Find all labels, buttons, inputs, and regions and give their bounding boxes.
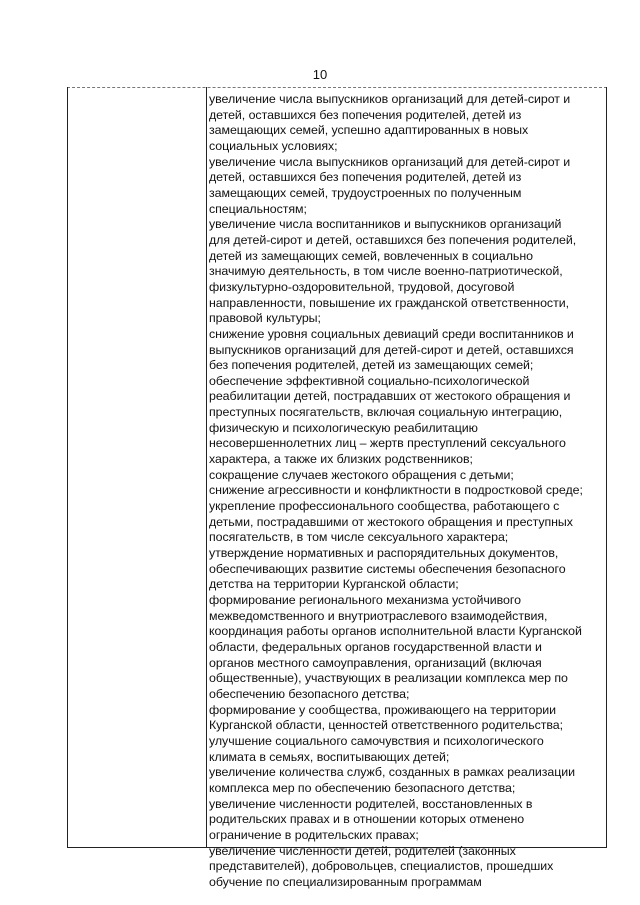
text-line: физкультурно-оздоровительной, трудовой, досуговой — [209, 279, 515, 294]
text-line: увеличение числа выпускников организаций для детей-сирот и — [209, 92, 571, 106]
text-line: представителей), добровольцев, специалистов, прошедших — [209, 859, 554, 874]
text-line: направленности, повышение их гражданской ответственности, — [209, 295, 569, 310]
text-line: физическую и психологическую реабилитацию — [209, 420, 478, 435]
text-line: значимую деятельность, в том числе военно-патриотической, — [209, 264, 563, 279]
text-line: утверждение нормативных и распорядительных документов, — [209, 546, 559, 561]
text-line: замещающих семей, трудоустроенных по полученным — [209, 185, 522, 200]
text-line: выпускников организаций для детей-сирот и детей, оставшихся — [209, 342, 574, 357]
text-line: увеличение численности детей, родителей (законных — [209, 843, 516, 858]
text-line: координация работы органов исполнительной власти Курганской — [209, 624, 582, 639]
text-line: формирование у сообщества, проживающего на территории — [209, 702, 557, 717]
text-line: увеличение количества служб, созданных в рамках реализации — [209, 765, 576, 780]
text-line: увеличение числа воспитанников и выпускников организаций — [209, 217, 562, 232]
text-line: социальных условиях; — [209, 138, 338, 153]
text-line: для детей-сирот и детей, оставшихся без попечения родителей, — [209, 232, 577, 247]
text-line: климата в семьях, воспитывающих детей; — [209, 749, 450, 764]
text-line: родительских правах и в отношении которых отменено — [209, 812, 525, 827]
text-line: детей, оставшихся без попечения родителей, детей из — [209, 107, 522, 122]
text-line: снижение уровня социальных девиаций среди воспитанников и — [209, 326, 574, 341]
text-line: органов местного самоуправления, организаций (включая — [209, 655, 542, 670]
content-table — [67, 87, 607, 889]
table-left-column — [68, 87, 207, 847]
text-line: правовой культуры; — [209, 311, 321, 326]
text-line: детей, оставшихся без попечения родителей, детей из — [209, 170, 522, 185]
text-line: области, федеральных органов государственной власти и — [209, 639, 542, 654]
text-line: ограничение в родительских правах; — [209, 827, 419, 842]
text-line: посягательств, в том числе сексуального характера; — [209, 530, 509, 545]
text-line: характера, а также их близких родственников; — [209, 452, 473, 467]
text-line: реабилитации детей, пострадавших от жестокого обращения и — [209, 389, 571, 404]
text-line: увеличение числа выпускников организаций для детей-сирот и — [209, 154, 571, 169]
text-line: обеспечивающих развитие системы обеспечения безопасного — [209, 561, 566, 576]
text-line: детей из замещающих семей, вовлеченных в социально — [209, 248, 533, 263]
text-line: специальностям; — [209, 201, 307, 216]
text-line: межведомственного и внутриотраслевого взаимодействия, — [209, 608, 548, 623]
text-line: без попечения родителей, детей из замещающих семей; — [209, 358, 534, 373]
text-line: комплекса мер по обеспечению безопасного детства; — [209, 780, 516, 795]
text-line: укрепление профессионального сообщества, работающего с — [209, 499, 560, 514]
text-line: обеспечение эффективной социально-психологической — [209, 373, 530, 388]
text-line: детьми, пострадавшими от жестокого обращения и преступных — [209, 514, 573, 529]
text-line: улучшение социального самочувствия и психологического — [209, 733, 544, 748]
text-line: замещающих семей, успешно адаптированных в новых — [209, 123, 529, 138]
text-line: несовершеннолетних лиц – жертв преступлений сексуального — [209, 436, 566, 451]
text-line: сокращение случаев жестокого обращения с детьми; — [209, 467, 514, 482]
page-number: 10 — [312, 67, 328, 82]
text-line: обучение по специализированным программам — [209, 874, 482, 889]
text-line: общественные), участвующих в реализации комплекса мер по — [209, 671, 568, 686]
text-line: преступных посягательств, включая социальную интеграцию, — [209, 405, 563, 420]
text-line: Курганской области, ценностей ответственного родительства; — [209, 718, 564, 733]
table-right-column — [207, 87, 606, 889]
text-line: формирование регионального механизма устойчивого — [209, 593, 521, 607]
text-line: обеспечению безопасного детства; — [209, 686, 410, 701]
text-line: детства на территории Курганской области; — [209, 577, 459, 592]
text-line: снижение агрессивности и конфликтности в подростковой среде; — [209, 483, 583, 498]
text-line: увеличение численности родителей, восстановленных в — [209, 796, 533, 811]
